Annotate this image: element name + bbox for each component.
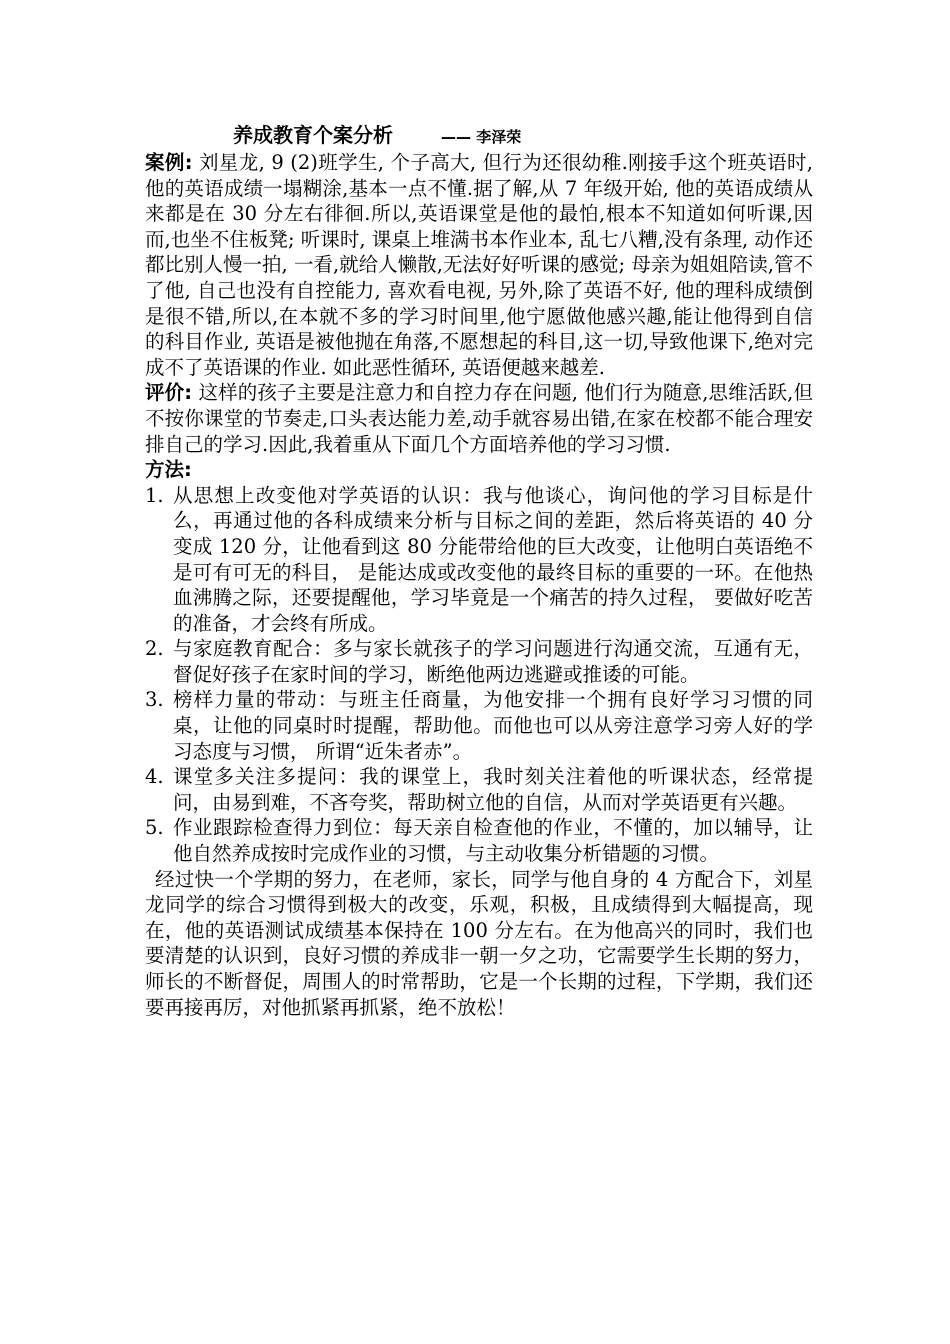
methods-list [145, 483, 813, 867]
list-item [145, 483, 813, 637]
document-page [145, 122, 813, 1020]
list-item-text: 榜样力量的带动：与班主任商量，为他安排一个拥有良好学习习惯的同桌，让他的同桌时时提醒，帮助他。而他也可以从旁注意学习旁人好的学习态度与习惯， 所谓“近朱者赤”。 [173, 688, 813, 763]
list-item-text: 从思想上改变他对学英语的认识：我与他谈心，询问他的学习目标是什么，再通过他的各科成绩来分析与目标之间的差距，然后将英语的 40 分变成 120 分，让他看到这 80 分能带给他的巨大改变，让他明白英语绝不是可有可无的科目， 是能达成或改变他的最终目标的重要的一环。在他热血沸腾之际，还要提醒他，学习毕竟是一个痛苦的持久过程， 要做好吃苦的准备，才会终有所成。 [173, 483, 813, 635]
list-item-number: 1. [145, 483, 164, 507]
list-item [145, 636, 813, 687]
list-item-text: 课堂多关注多提问：我的课堂上，我时刻关注着他的听课状态，经常提问，由易到难，不吝夸奖，帮助树立他的自信，从而对学英语更有兴趣。 [173, 765, 813, 814]
list-item-text: 作业跟踪检查得力到位：每天亲自检查他的作业，不懂的，加以辅导，让他自然养成按时完成作业的习惯，与主动收集分析错题的习惯。 [173, 816, 813, 866]
methods-heading [145, 457, 813, 483]
title-line [145, 122, 813, 148]
list-item [145, 764, 813, 815]
document-title: 养成教育个案分析 [233, 123, 393, 147]
evaluation-label: 评价: [145, 381, 193, 405]
case-text: 刘星龙, 9 (2)班学生, 个子高大, 但行为还很幼稚.刚接手这个班英语时, 他的英语成绩一塌糊涂,基本一点不懂.据了解,从 7 年级开始, 他的英语成绩从来都是在 30 分左右徘徊.所以,英语课堂是他的最怕,根本不知道如何听课,因而,也坐不住板凳; 听课时, 课桌上堆满书本作业本, 乱七八糟,没有条理, 动作还都比别人慢一拍, 一看,就给人懒散,无法好好听课的感觉; 母亲为姐姐陪读,管不了他, 自己也没有自控能力, 喜欢看电视, 另外,除了英语不好, 他的理科成绩倒是很不错,所以,在本就不多的学习时间里,他宁愿做他感兴趣,能让他得到自信的科目作业, 英语是被他抛在角落,不愿想起的科目,这一切,导致他课下,绝对完成不了英语课的作业. 如此恶性循环, 英语便越来越差. [145, 151, 813, 379]
methods-label: 方法: [145, 458, 192, 482]
list-item [145, 815, 813, 866]
evaluation-paragraph [145, 380, 813, 457]
list-item [145, 687, 813, 764]
list-item-text: 与家庭教育配合：多与家长就孩子的学习问题进行沟通交流，互通有无，督促好孩子在家时间的学习，断绝他两边逃避或推诿的可能。 [173, 637, 813, 686]
list-item-number: 2. [145, 637, 164, 661]
evaluation-text: 这样的孩子主要是注意力和自控力存在问题, 他们行为随意,思维活跃,但不按你课堂的节奏走,口头表达能力差,动手就容易出错,在家在校都不能合理安排自己的学习.因此,我着重从下面几个方面培养他的学习习惯. [145, 381, 813, 456]
list-item-number: 3. [145, 688, 164, 712]
case-paragraph [145, 150, 813, 380]
conclusion-paragraph: 经过快一个学期的努力，在老师，家长，同学与他自身的 4 方配合下，刘星龙同学的综合习惯得到极大的改变，乐观，积极，且成绩得到大幅提高，现在，他的英语测试成绩基本保持在 100 分左右。在为他高兴的同时，我们也要清楚的认识到，良好习惯的养成非一朝一夕之功，它需要学生长期的努力，师长的不断督促，周围人的时常帮助，它是一个长期的过程，下学期，我们还要再接再厉，对他抓紧再抓紧，绝不放松！ [145, 867, 813, 1019]
case-label: 案例: [145, 151, 193, 174]
list-item-number: 5. [145, 816, 164, 840]
document-author: —— 李泽荣 [441, 128, 522, 146]
list-item-number: 4. [145, 765, 164, 789]
